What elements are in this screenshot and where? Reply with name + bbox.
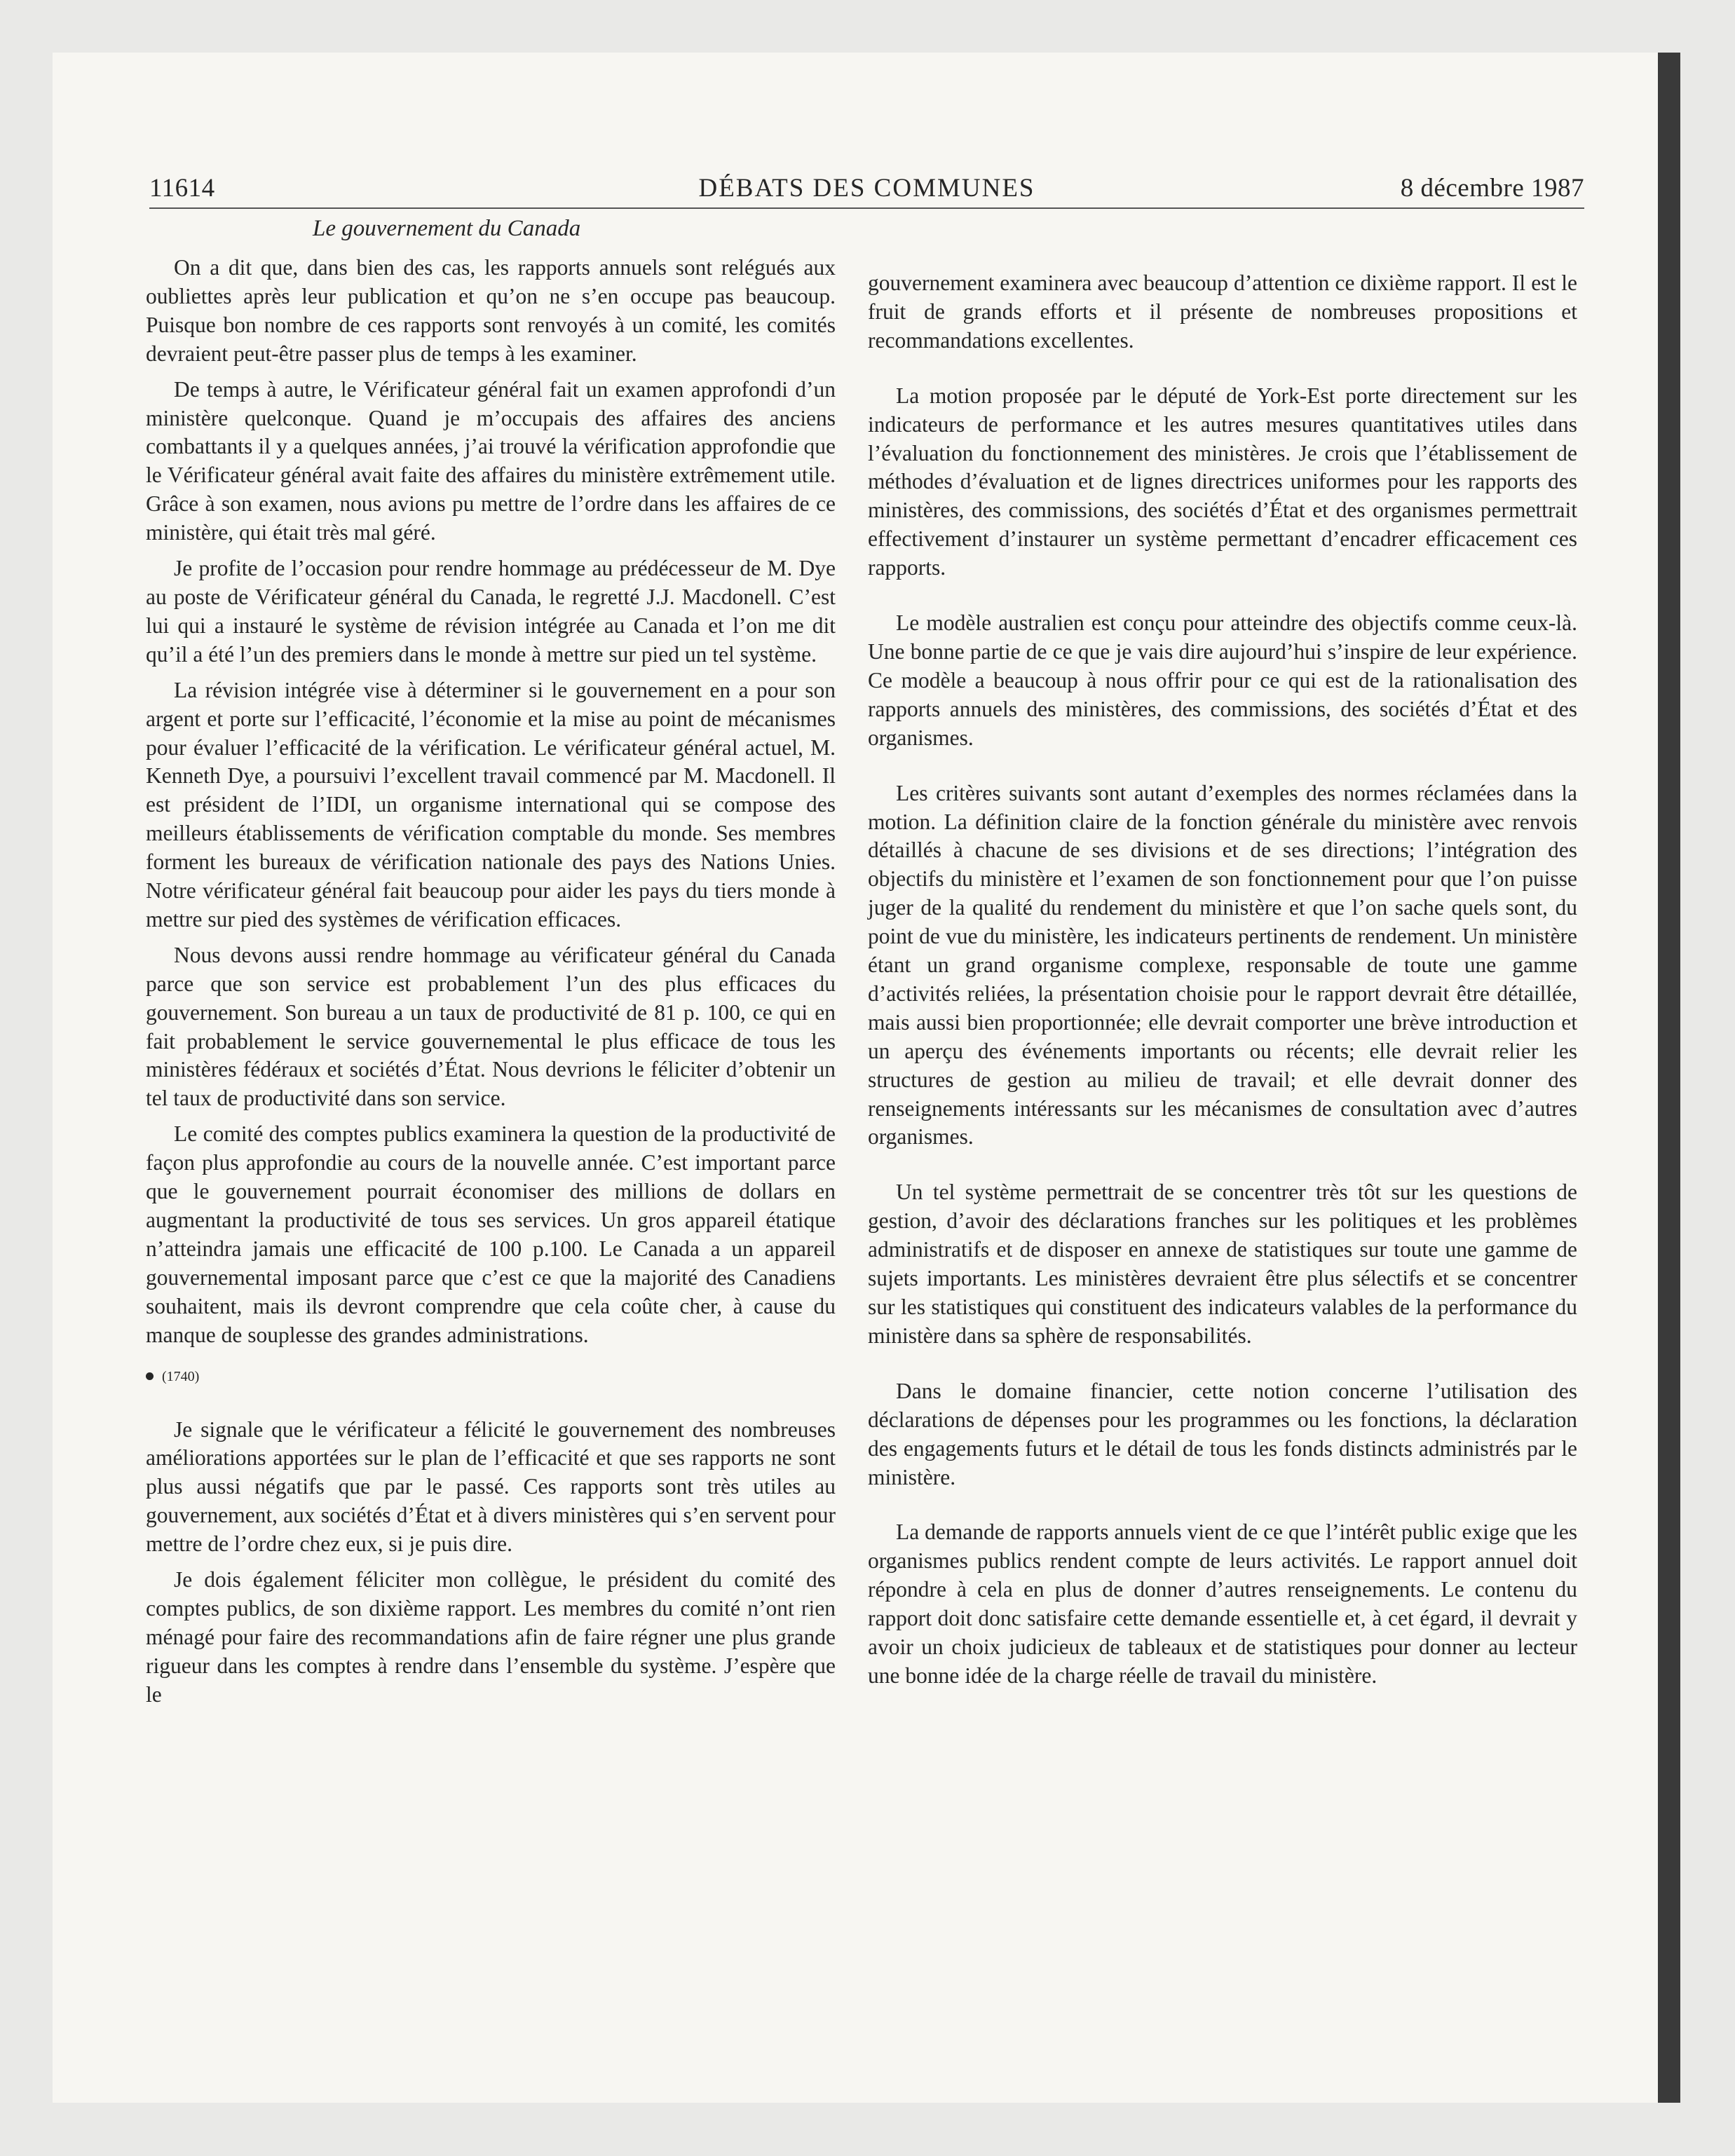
paragraph: On a dit que, dans bien des cas, les rapports annuels sont relégués aux oubliettes après leur publication et qu’on ne s’en occupe pas beaucoup. Puisque bon nombre de ces rapports sont renvoyés à un comité, les comités devraient peut-être passer plus de temps à les examiner.: [146, 255, 836, 366]
bullet-icon: [146, 1372, 154, 1380]
left-column: [146, 214, 836, 1717]
page-header: [149, 165, 1584, 209]
page-number: 11614: [149, 174, 215, 203]
publication-title: DÉBATS DES COMMUNES: [698, 174, 1035, 203]
right-column: [868, 269, 1577, 1717]
timestamp: (1740): [162, 1368, 200, 1384]
paragraph: Les critères suivants sont autant d’exemples des normes réclamées dans la motion. La définition claire de la fonction générale du ministère avec renvois détaillés à chacune de ses divisions et de ses directions; l’intégration des objectifs du ministère et l’examen de son fonctionnement pour que l’on puisse juger de la qualité du rendement du ministère et que l’on sache quels sont, du point de vue du ministère, les indicateurs pertinents de rendement. Un ministère étant un grand organisme complexe, responsable de toute une gamme d’activités reliées, la présentation choisie pour le rapport devrait être détaillée, mais aussi bien proportionnée; elle devrait comporter une brève introduction et un aperçu des événements importants ou récents; elle devrait relier les structures de gestion au milieu de travail; et elle devrait donner des renseignements intéressants sur les mécanismes de consultation avec d’autres organismes.: [868, 780, 1577, 1149]
paragraph: La demande de rapports annuels vient de ce que l’intérêt public exige que les organismes publics rendent compte de leurs activités. Le rapport annuel doit répondre à cela en plus de donner d’autres renseignements. Le contenu du rapport doit donc satisfaire cette demande essentielle et, à cet égard, il devrait y avoir un choix judicieux de tableaux et de statistiques pour donner au lecteur une bonne idée de la charge réelle de travail du ministère.: [868, 1520, 1577, 1688]
scan-edge-shadow: [1658, 53, 1680, 2103]
paragraph: Un tel système permettrait de se concentrer très tôt sur les questions de gestion, d’avoir des déclarations franches sur les politiques et les problèmes administratifs et de disposer en annexe de statistiques sur toute une gamme de sujets importants. Les ministères devraient être plus sélectifs et se concentrer sur les statistiques qui constituent des indicateurs valables de la performance du ministère dans sa sphère de responsabilités.: [868, 1180, 1577, 1348]
session-date: 8 décembre 1987: [1400, 174, 1584, 203]
paragraph: Nous devons aussi rendre hommage au vérificateur général du Canada parce que son service est probablement l’un des plus efficaces du gouvernement. Son bureau a un taux de productivité de 81 p. 100, ce qui en fait probablement le service gouvernemental le plus efficace de tous les ministères fédéraux et sociétés d’État. Nous devrions le féliciter d’obtenir un tel taux de productivité dans son service.: [146, 942, 836, 1111]
paragraph: Dans le domaine financier, cette notion concerne l’utilisation des déclarations de dépenses pour les programmes ou les fonctions, la déclaration des engagements futurs et le détail de tous les fonds distincts administrés par le ministère.: [868, 1378, 1577, 1489]
paragraph: La révision intégrée vise à déterminer si le gouvernement en a pour son argent et porte sur l’efficacité, l’économie et la mise au point de mécanismes pour évaluer l’efficacité de la vérification. Le vérificateur général actuel, M. Kenneth Dye, a poursuivi l’excellent travail commencé par M. Macdonell. Il est président de l’IDI, un organisme international qui se compose des meilleurs établissements de vérification comptable du monde. Ses membres forment les bureaux de vérification nationale des pays des Nations Unies. Notre vérificateur général fait beaucoup pour aider les pays du tiers monde à mettre sur pied des systèmes de vérification efficaces.: [146, 677, 836, 932]
time-marker: [146, 1363, 836, 1391]
paragraph: Le modèle australien est conçu pour atteindre des objectifs comme ceux-là. Une bonne partie de ce que je vais dire aujourd’hui s’inspire de leur expérience. Ce modèle a beaucoup à nous offrir pour ce qui est de la rationalisation des rapports annuels des ministères, des commissions, des sociétés d’État et des organismes.: [868, 610, 1577, 750]
section-title: Le gouvernement du Canada: [313, 216, 581, 241]
paragraph: La motion proposée par le député de York-Est porte directement sur les indicateurs de performance et les autres mesures quantitatives utiles dans l’évaluation du fonctionnement des ministères. Je crois que l’établissement de méthodes d’évaluation et de lignes directrices uniformes pour les rapports des ministères, des commissions, des sociétés d’État et des organismes permettrait effectivement d’instaurer un système permettant d’encadrer efficacement ces rapports.: [868, 383, 1577, 580]
paragraph: Je dois également féliciter mon collègue, le président du comité des comptes publics, de son dixième rapport. Les membres du comité n’ont rien ménagé pour faire des recommandations afin de faire régner une plus grande rigueur dans les comptes à rendre dans l’ensemble du système. J’espère que le: [146, 1567, 836, 1707]
paragraph: Je signale que le vérificateur a félicité le gouvernement des nombreuses améliorations apportées sur le plan de l’efficacité et que ses rapports ne sont plus aussi négatifs que par le passé. Ces rapports sont très utiles au gouvernement, aux sociétés d’État et à divers ministères qui s’en servent pour mettre de l’ordre chez eux, si je puis dire.: [146, 1417, 836, 1557]
paragraph: De temps à autre, le Vérificateur général fait un examen approfondi d’un ministère quelconque. Quand je m’occupais des affaires des anciens combattants il y a quelques années, j’ai trouvé la vérification approfondie que le Vérificateur général avait faite des affaires du ministère extrêmement utile. Grâce à son examen, nous avions pu mettre de l’ordre dans les affaires de ce ministère, qui était très mal géré.: [146, 376, 836, 545]
paragraph: Le comité des comptes publics examinera la question de la productivité de façon plus approfondie au cours de la nouvelle année. C’est important parce que le gouvernement pourrait économiser des millions de dollars en augmentant la productivité de tous ses services. Un gros appareil étatique n’atteindra jamais une efficacité de 100 p.100. Le Canada a un appareil gouvernemental imposant parce que c’est ce que la majorité des Canadiens souhaitent, mais ils devront comprendre que cela coûte cher, à cause du manque de souplesse des grandes administrations.: [146, 1121, 836, 1347]
paragraph: gouvernement examinera avec beaucoup d’attention ce dixième rapport. Il est le fruit de grands efforts et il présente de nombreuses propositions et recommandations excellentes.: [868, 271, 1577, 353]
paragraph: Je profite de l’occasion pour rendre hommage au prédécesseur de M. Dye au poste de Vérificateur général du Canada, le regretté J.J. Macdonell. C’est lui qui a instauré le système de révision intégrée au Canada et l’on me dit qu’il a été l’un des premiers dans le monde à mettre sur pied un tel système.: [146, 556, 836, 667]
